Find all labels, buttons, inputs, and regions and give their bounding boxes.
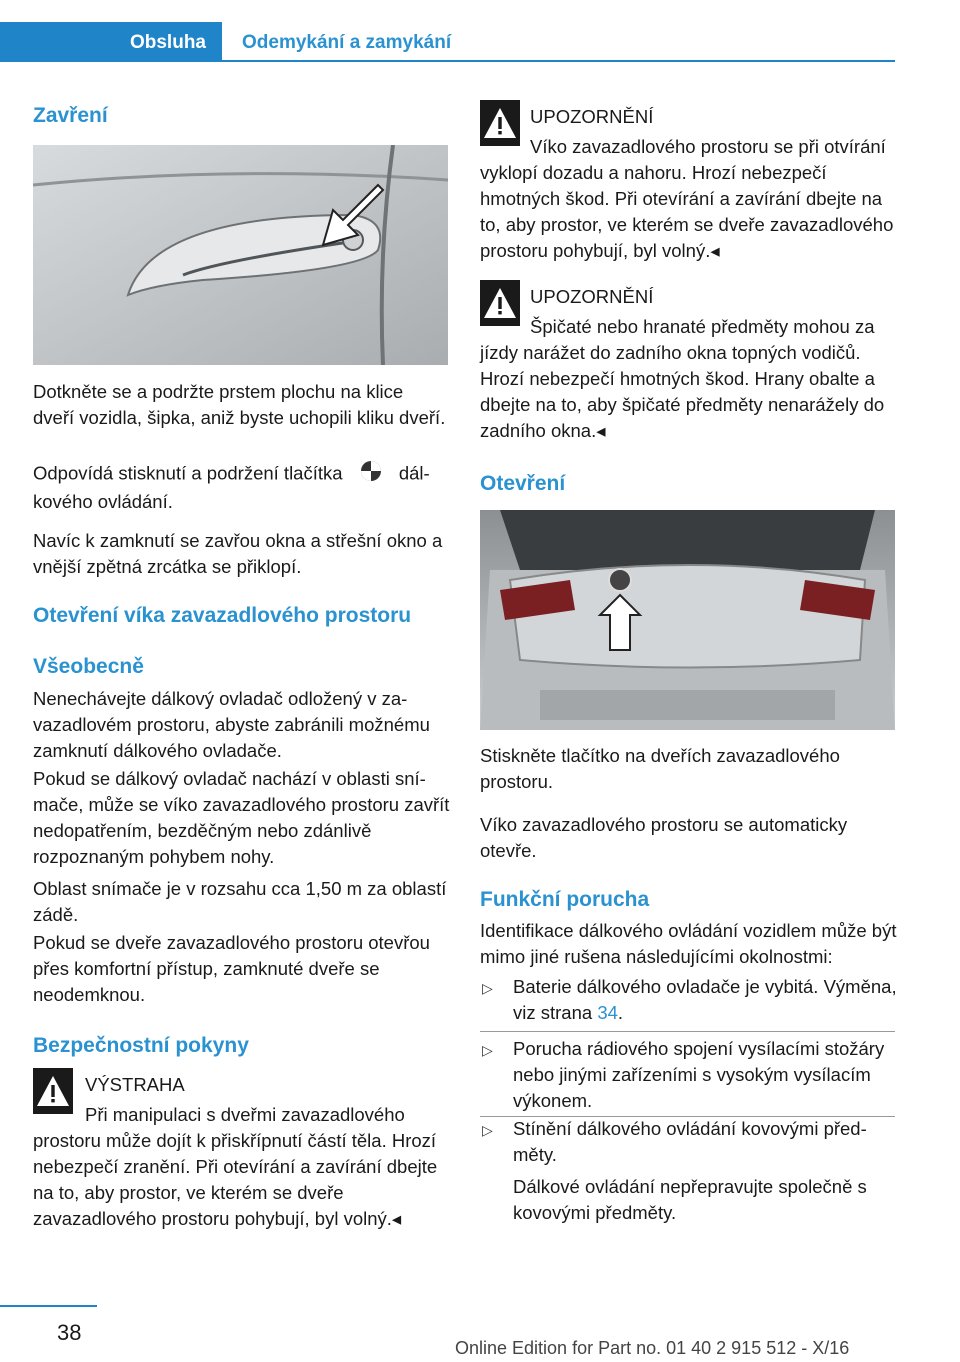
remote-button-icon xyxy=(360,460,382,489)
paragraph: Navíc k zamknutí se zavřou okna a střešní okno a vnější zpětná zrcátka se přiklopí. xyxy=(33,530,443,577)
caution-title: UPOZORNĚNÍ xyxy=(530,106,654,127)
door-handle-image xyxy=(33,145,448,365)
list-item: Porucha rádiového spojení vysílacími stožáry nebo jinými zařízeními s vysokým vysílacím výkonem. xyxy=(513,1038,885,1111)
bullet-triangle-icon: ▷ xyxy=(482,1042,493,1058)
heading-open-lid: Otevření víka zavazadlového prostoru xyxy=(33,604,412,627)
header xyxy=(0,0,960,64)
list-divider xyxy=(480,1031,895,1032)
warning-title: VÝSTRAHA xyxy=(85,1074,185,1095)
heading-close: Zavření xyxy=(33,104,108,127)
paragraph: Stiskněte tlačítko na dveřích zavazadlového prostoru. xyxy=(480,745,840,792)
edition-line: Online Edition for Part no. 01 40 2 915 512 - X/16 xyxy=(455,1338,850,1358)
caution-text: Špičaté nebo hranaté předměty mohou za jízdy narážet do zadního okna topných vodičů. Hrozí nebezpečí hmotných škod. Hrany obalte a dbejte na to, aby špičaté předměty nenarážely do zadního okna.◂ xyxy=(480,316,885,441)
section-tab[interactable] xyxy=(0,22,222,62)
paragraph: Oblast snímače je v rozsahu cca 1,50 m za oblastí zádě. xyxy=(33,878,447,925)
heading-fault: Funkční porucha xyxy=(480,888,650,911)
heading-open: Otevření xyxy=(480,472,566,495)
warning-text: Při manipulaci s dveřmi zavazadlového prostoru může dojít k přiskřípnutí částí těla. Hrozí nebezpečí zranění. Při otevírání a zavírání dbejte na to, aby prostor, ve kterém se dveře zavazadlového prostoru pohybují, byl volný.◂ xyxy=(33,1104,438,1229)
list-item-period: . xyxy=(617,1002,624,1023)
bullet-triangle-icon: ▷ xyxy=(482,1122,493,1138)
list-item: Stínění dálkového ovládání kovovými předměty. xyxy=(513,1118,867,1165)
heading-general: Všeobecně xyxy=(33,655,144,678)
paragraph-part: dálkového ovládání. xyxy=(33,462,430,512)
caution-block xyxy=(480,100,900,270)
tailgate-image xyxy=(480,510,895,730)
paragraph-button xyxy=(33,460,453,515)
list-item xyxy=(513,974,898,1026)
paragraph: Víko zavazadlového prostoru se automaticky otevře. xyxy=(480,814,848,861)
page-number: 38 xyxy=(57,1320,82,1345)
section-label: Obsluha xyxy=(129,32,206,53)
caution-title: UPOZORNĚNÍ xyxy=(530,286,654,307)
page-link[interactable]: 34 xyxy=(597,1002,618,1023)
caution-block xyxy=(480,280,900,450)
paragraph: Dotkněte se a podržte prstem plochu na klice dveří vozidla, šipka, aniž byste uchopili kliku dveří. xyxy=(33,381,446,428)
paragraph-part: Odpovídá stisknutí a podržení tlačítka xyxy=(33,462,343,484)
paragraph: Pokud se dálkový ovladač nachází v oblasti snímače, může se víko zavazadlového prostoru zavřít nedopatřením, bezděčným nebo zdánlivě rozpoznaným pohybem nohy. xyxy=(33,768,450,867)
warning-block xyxy=(33,1068,453,1228)
paragraph: Pokud se dveře zavazadlového prostoru otevřou přes komfortní přístup, zamknuté dveře se neodemknou. xyxy=(33,932,430,1005)
chapter-tab[interactable]: Odemykání a zamykání xyxy=(242,32,452,53)
list-item-text: Baterie dálkového ovladače je vybitá. Výměna, viz strana xyxy=(513,976,897,1023)
header-rule xyxy=(0,60,895,62)
heading-safety: Bezpečnostní pokyny xyxy=(33,1034,249,1057)
paragraph: Nenechávejte dálkový ovladač odložený v zavazadlovém prostoru, abyste zabránili možnému zamknutí dálkového ovladače. xyxy=(33,688,430,761)
footer-rule xyxy=(0,1305,97,1307)
paragraph: Identifikace dálkového ovládání vozidlem může být mimo jiné rušena následujícími okolnostmi: xyxy=(480,920,897,967)
caution-text: Víko zavazadlového prostoru se při otvírání vyklopí dozadu a nahoru. Hrozí nebezpečí hmotných škod. Při otevírání a zavírání dbejte na to, aby prostor, ve kterém se dveře zavazadlového prostoru pohybují, byl volný.◂ xyxy=(480,136,894,261)
list-item-note: Dálkové ovládání nepřepravujte společně s kovovými předměty. xyxy=(513,1176,867,1223)
bullet-triangle-icon: ▷ xyxy=(482,980,493,996)
